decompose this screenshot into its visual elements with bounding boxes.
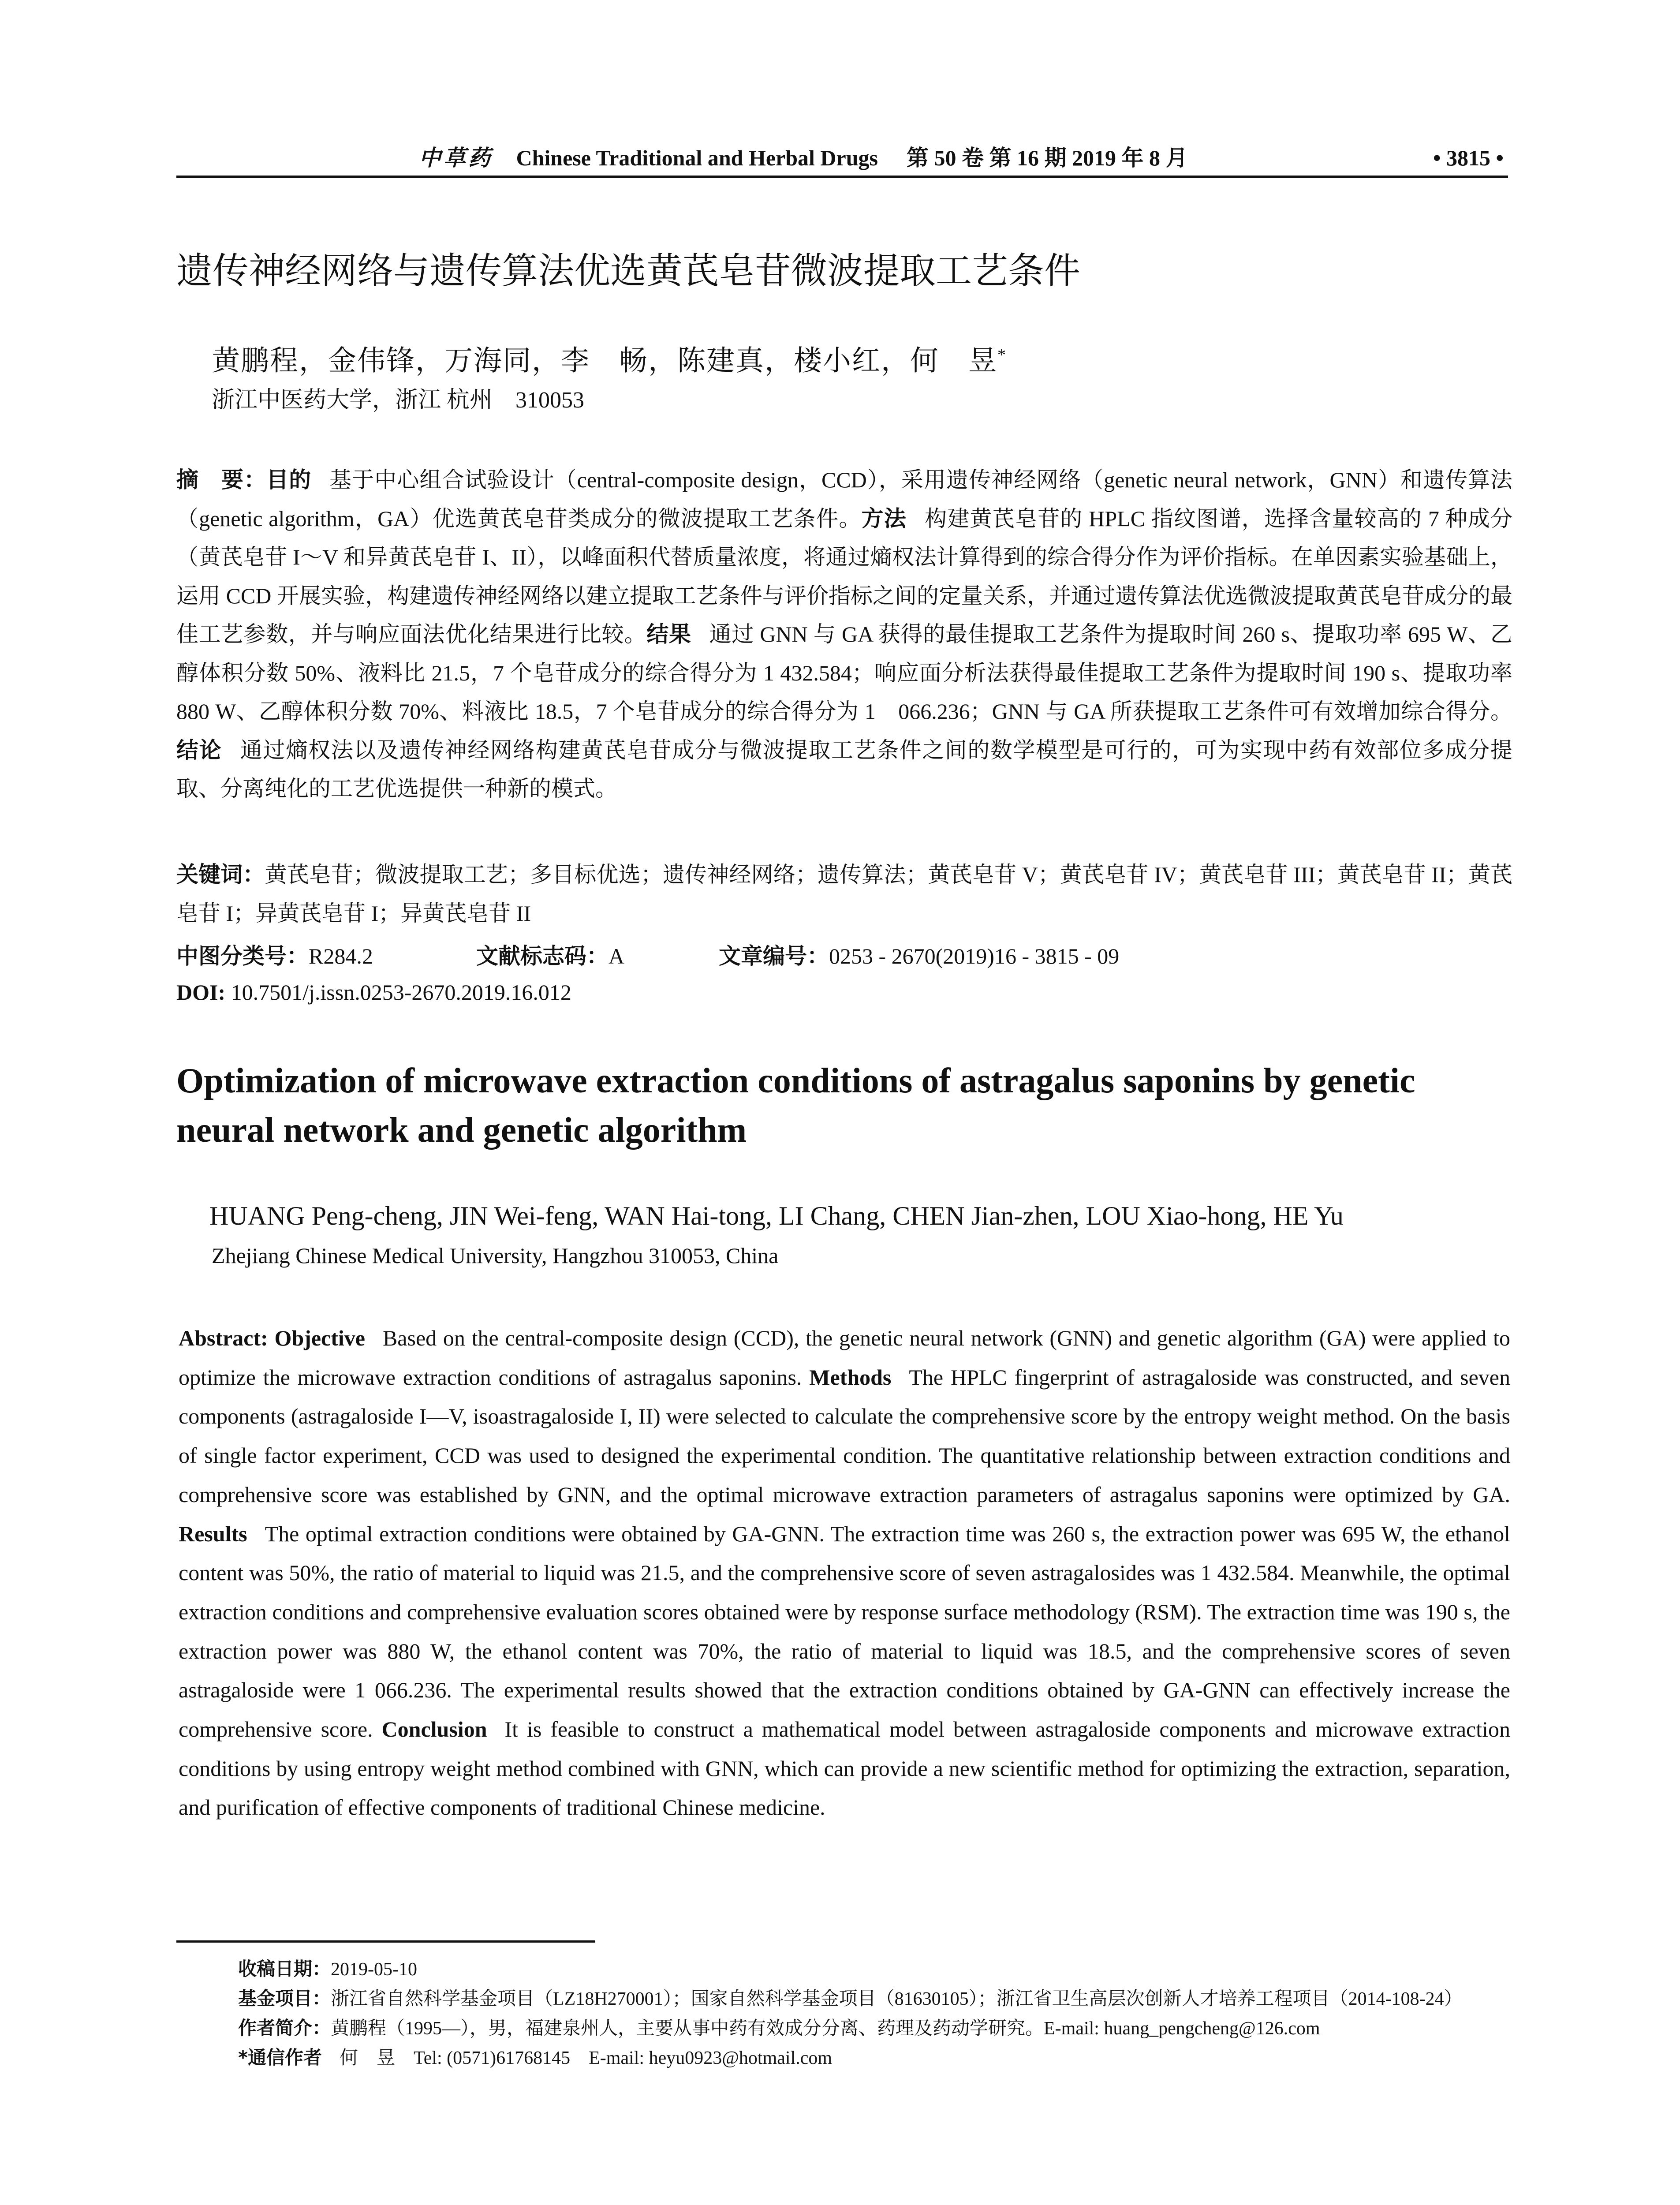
conclusion-label-cn: 结论 (176, 737, 222, 763)
fund-text: 浙江省自然科学基金项目（LZ18H270001）；国家自然科学基金项目（81630105）；浙江省卫生高层次创新人才培养工程项目（2014-108-24） (331, 1989, 1463, 2009)
running-header (176, 140, 1508, 178)
corresponding-mark: * (997, 346, 1007, 364)
methods-label-en: Methods (809, 1364, 892, 1390)
affiliation-en: Zhejiang Chinese Medical University, Hangzhou 310053, China (212, 1243, 779, 1268)
clc-value: R284.2 (309, 944, 373, 968)
abstract-en-label: Abstract: (179, 1326, 268, 1350)
article-label: 文章编号： (719, 943, 829, 969)
doi-label: DOI: (176, 980, 226, 1005)
objective-text-en: Based on the central-composite design (CCD), the genetic neural network (GNN) and genetic algorithm (GA) were applied to optimize the microwave extraction conditions of astragalus saponins. (179, 1326, 1510, 1390)
doi-line (176, 975, 571, 1010)
page-number: • 3815 • (1433, 146, 1504, 170)
conclusion-text-en: It is feasible to construct a mathematical model between astragaloside components and microwave extraction conditions by using entropy weight method combined with GNN, which can provide a new scientific method for optimizing the extraction, separation, and purification of effective components of traditional Chinese medicine. (179, 1717, 1511, 1820)
abstract-cn (176, 461, 1512, 808)
author-list-cn: 黄鹏程，金伟锋，万海同，李 畅，陈建真，楼小红，何 昱 (212, 345, 997, 377)
objective-label-cn: 目的 (266, 467, 312, 493)
results-text-cn: 通过 GNN 与 GA 获得的最佳提取工艺条件为提取时间 260 s、提取功率 695 W、乙醇体积分数 50%、液料比 21.5，7 个皂苷成分的综合得分为 1 432.584；响应面分析法获得最佳提取工艺条件为提取时间 190 s、提取功率 880 W、乙醇体积分数 70%、料液比 18.5，7 个皂苷成分的综合得分为 1 066.236；GNN 与 GA 所获提取工艺条件可有效增加综合得分。 (176, 622, 1512, 724)
journal-name-en: Chinese Traditional and Herbal Drugs (516, 146, 878, 170)
conclusion-label-en: Conclusion (381, 1717, 487, 1742)
classification-line (176, 938, 1512, 974)
title-en: Optimization of microwave extraction conditions of astragalus saponins by genetic neural network and genetic algorithm (176, 1061, 1415, 1150)
methods-text-cn: 构建黄芪皂苷的 HPLC 指纹图谱，选择含量较高的 7 种成分（黄芪皂苷 I～V 和异黄芪皂苷 I、II），以峰面积代替质量浓度，将通过熵权法计算得到的综合得分作为评价指标。在单因素实验基础上，运用 CCD 开展实验，构建遗传神经网络以建立提取工艺条件与评价指标之间的定量关系，并通过遗传算法优选微波提取黄芪皂苷成分的最佳工艺参数，并与响应面法优化结果进行比较。 (176, 506, 1512, 647)
corresponding-label: *通信作者 (238, 2047, 322, 2068)
received-label: 收稿日期： (238, 1958, 331, 1980)
corresponding-text: 何 昱 Tel: (0571)61768145 E-mail: heyu0923@hotmail.com (339, 2048, 833, 2068)
footnote-fund (238, 1984, 1517, 2014)
author-bio-text: 黄鹏程（1995—），男，福建泉州人，主要从事中药有效成分分离、药理及药动学研究。E-mail: huang_pengcheng@126.com (331, 2018, 1320, 2039)
doc-value: A (609, 944, 625, 968)
fund-label: 基金项目： (238, 1988, 331, 2009)
doc-label: 文献标志码： (476, 943, 609, 969)
keywords-text: 黄芪皂苷；微波提取工艺；多目标优选；遗传神经网络；遗传算法；黄芪皂苷 V；黄芪皂苷 IV；黄芪皂苷 III；黄芪皂苷 II；黄芪皂苷 I；异黄芪皂苷 I；异黄芪皂苷 II (176, 862, 1513, 926)
article-value: 0253 - 2670(2019)16 - 3815 - 09 (829, 944, 1120, 968)
journal-masthead (419, 140, 1187, 176)
journal-name-cn: 中草药 (419, 146, 493, 170)
conclusion-text-cn: 通过熵权法以及遗传神经网络构建黄芪皂苷成分与微波提取工艺条件之间的数学模型是可行的，可为实现中药有效部位多成分提取、分离纯化的工艺优选提供一种新的模式。 (176, 737, 1513, 801)
clc-code (176, 944, 373, 968)
keywords-cn (176, 856, 1512, 933)
authors-en: HUANG Peng-cheng, JIN Wei-feng, WAN Hai-tong, LI Chang, CHEN Jian-zhen, LOU Xiao-hong, HE Yu (209, 1201, 1344, 1230)
objective-text-cn: 基于中心组合试验设计（central-composite design，CCD），采用遗传神经网络（genetic neural network，GNN）和遗传算法（genetic algorithm，GA）优选黄芪皂苷类成分的微波提取工艺条件。 (176, 467, 1513, 531)
methods-text-en: The HPLC fingerprint of astragaloside was constructed, and seven components (astragaloside I—V, isoastragaloside I, II) were selected to calculate the comprehensive score by the entropy weight method. On the basis of single factor experiment, CCD was used to designed the experimental condition. The quantitative relationship between extraction conditions and comprehensive score was established by GNN, and the optimal microwave extraction parameters of astragalus saponins were optimized by GA. (179, 1364, 1510, 1507)
title-cn: 遗传神经网络与遗传算法优选黄芪皂苷微波提取工艺条件 (176, 250, 1081, 292)
doi-link[interactable]: 10.7501/j.issn.0253-2670.2019.16.012 (231, 980, 571, 1005)
footnotes (238, 1955, 1517, 2073)
article-number (719, 938, 1119, 974)
footnote-rule (176, 1940, 595, 1943)
keywords-label: 关键词： (176, 862, 265, 887)
results-label-cn: 结果 (646, 621, 691, 647)
affiliation-cn: 浙江中医药大学，浙江 杭州 310053 (212, 388, 585, 413)
footnote-author (238, 2014, 1517, 2043)
results-text-en: The optimal extraction conditions were obtained by GA-GNN. The extraction time was 260 s, the extraction power was 695 W, the ethanol content was 50%, the ratio of material to liquid was 21.5, and the comprehensive score of seven astragalosides was 1 432.584. Meanwhile, the optimal extraction conditions and comprehensive evaluation scores obtained were by response surface methodology (RSM). The extraction time was 190 s, the extraction power was 880 W, the ethanol content was 70%, the ratio of material to liquid was 18.5, and the comprehensive scores of seven astragaloside were 1 066.236. The experimental results showed that the extraction conditions obtained by GA-GNN can effectively increase the comprehensive score. (179, 1521, 1510, 1742)
document-code (476, 938, 624, 974)
footnote-corresponding (238, 2043, 1517, 2073)
author-bio-label: 作者简介： (238, 2017, 331, 2039)
results-label-en: Results (179, 1521, 247, 1546)
methods-label-cn: 方法 (861, 505, 907, 531)
abstract-en (179, 1319, 1510, 1827)
received-date: 2019-05-10 (331, 1959, 417, 1980)
objective-label-en: Objective (274, 1326, 365, 1350)
abstract-cn-label: 摘 要： (176, 467, 267, 493)
footnote-received (238, 1955, 1517, 1984)
clc-label: 中图分类号： (176, 943, 309, 969)
authors-cn (212, 335, 1007, 381)
issue-info: 第 50 卷 第 16 期 2019 年 8 月 (906, 146, 1188, 170)
